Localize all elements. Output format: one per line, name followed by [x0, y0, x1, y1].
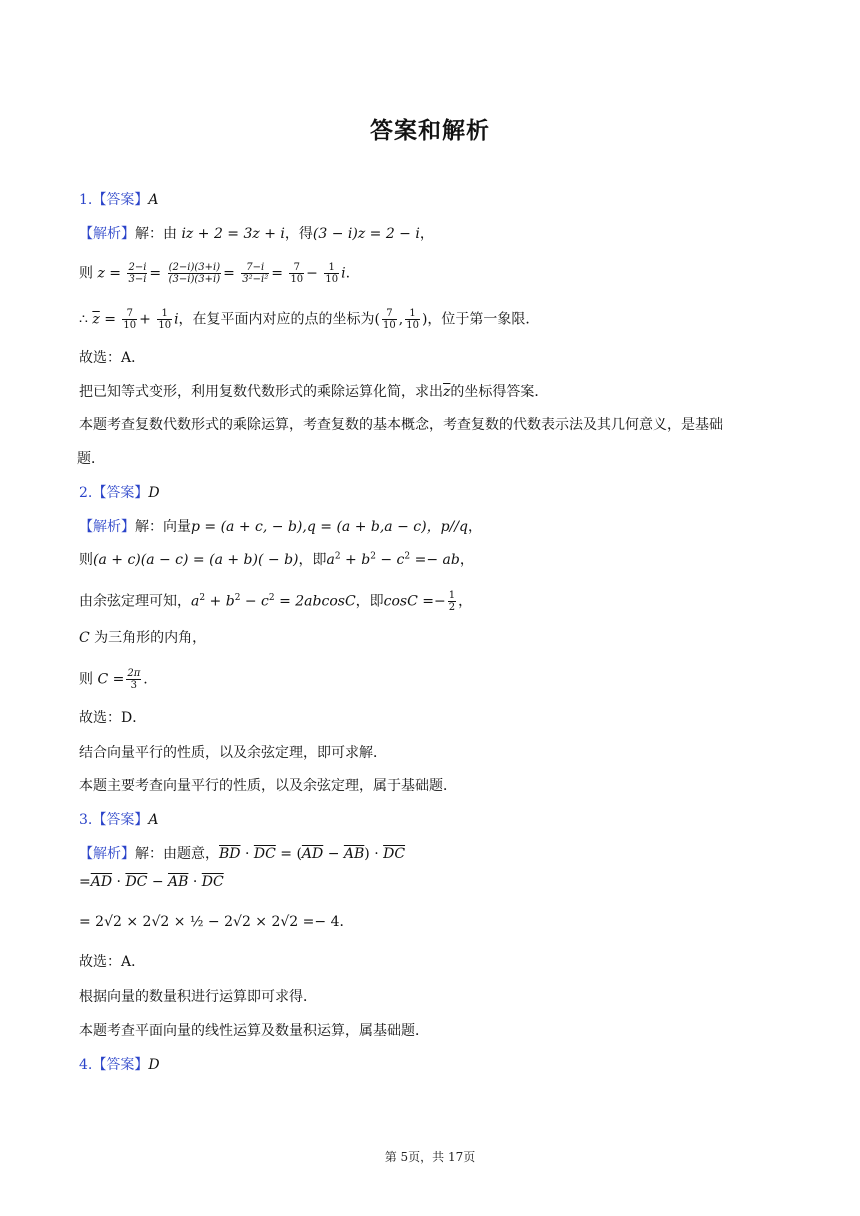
q3-note-line: 根据向量的数量积进行运算即可求得．: [79, 989, 317, 1005]
fraction: $\frac{1}{10}$: [325, 262, 339, 285]
q2-analysis-line: 【解析】解：向量p = (a + c, − b),q = (a + b,a − c)，p//q，: [79, 519, 482, 535]
q3-analysis-line: 【解析】解：由题意，$\overline{BD} \cdot \overline{DC} = (\overline{AD} - \overline{AB}) \cdot \overline{DC}$: [79, 846, 406, 862]
q3-answer-line: 3.【答案】A: [79, 812, 159, 828]
page-title: 答案和解析: [370, 118, 490, 144]
q2-note-line: 结合向量平行的性质，以及余弦定理，即可求解．: [79, 745, 387, 761]
fraction: $\frac{7}{10}$: [290, 262, 304, 285]
q2-answer-line: 2.【答案】D: [79, 485, 160, 501]
fraction: $\frac{7-i}{\text{3²−i²}}$: [242, 262, 269, 285]
q1-conjugate-line: ∴ $\overline{z}$ = $\frac{7}{10}$ + $\frac{1}{10}$ i，在复平面内对应的点的坐标为( $\frac{7}{10}$ , $\frac{1}{10}$ )，位于第一象限．: [79, 308, 540, 331]
q1-summary-line: 本题考查复数代数形式的乘除运算，考查复数的基本概念，考查复数的代数表示法及其几何意义，是基础: [79, 417, 723, 433]
fraction: $\frac{(2-i)(3+i)}{(3-i)(3+i)}$: [168, 262, 221, 285]
q1-note-line: 把已知等式变形，利用复数代数形式的乘除运算化简，求出$\overline{z}$的坐标得答案．: [79, 384, 549, 400]
q2-summary-line: 本题主要考查向量平行的性质，以及余弦定理，属于基础题．: [79, 778, 457, 794]
q1-summary-cont: 题．: [77, 451, 105, 467]
q2-choose-line: 故选：D．: [79, 710, 147, 726]
q2-line5: 则 C = $\frac{2\pi}{3}$ .: [79, 668, 148, 691]
fraction: $\frac{7}{10}$: [123, 308, 137, 331]
q2-line4: C 为三角形的内角，: [79, 630, 207, 646]
q1-derivation-line: 则 z = $\frac{2-i}{3-i}$ = $\frac{(2-i)(3+i)}{(3-i)(3+i)}$ = $\frac{7-i}{\text{3²−i²}}$ = $\frac{7}{10}$ − $\frac{1}{10}$ i.: [79, 262, 351, 285]
fraction: $\frac{1}{10}$: [158, 308, 172, 331]
q4-answer-line: 4.【答案】D: [79, 1057, 160, 1073]
q3-line2: $=\overline{AD} \cdot \overline{DC} - \overline{AB} \cdot \overline{DC}$: [79, 874, 224, 890]
fraction: $\frac{2-i}{3-i}$: [128, 262, 147, 285]
fraction: $\frac{1}{2}$: [448, 590, 456, 613]
q3-summary-line: 本题考查平面向量的线性运算及数量积运算，属基础题．: [79, 1023, 429, 1039]
q1-answer-line: 1.【答案】A: [79, 192, 159, 208]
fraction: $\frac{7}{10}$: [383, 308, 396, 331]
page-footer: 第 5页，共 17页: [384, 1150, 476, 1164]
q3-choose-line: 故选：A．: [79, 954, 146, 970]
fraction: $\frac{2\pi}{3}$: [127, 668, 141, 691]
q2-line2: 则(a + c)(a − c) = (a + b)( − b)，即$a^2 + b^2 - c^2$ =− ab，: [79, 551, 474, 568]
q2-line3: 由余弦定理可知，$a^2 + b^2 - c^2 = 2abcosC$，即cosC =− $\frac{1}{2}$ ，: [79, 590, 473, 613]
q1-analysis-line: 【解析】解：由 iz + 2 = 3z + i，得(3 − i)z = 2 − i，: [79, 226, 434, 242]
q3-line3: = 2√2 × 2√2 × ½ − 2√2 × 2√2 =− 4．: [79, 914, 354, 930]
fraction: $\frac{1}{10}$: [406, 308, 419, 331]
q1-choose-line: 故选：A．: [79, 350, 146, 366]
